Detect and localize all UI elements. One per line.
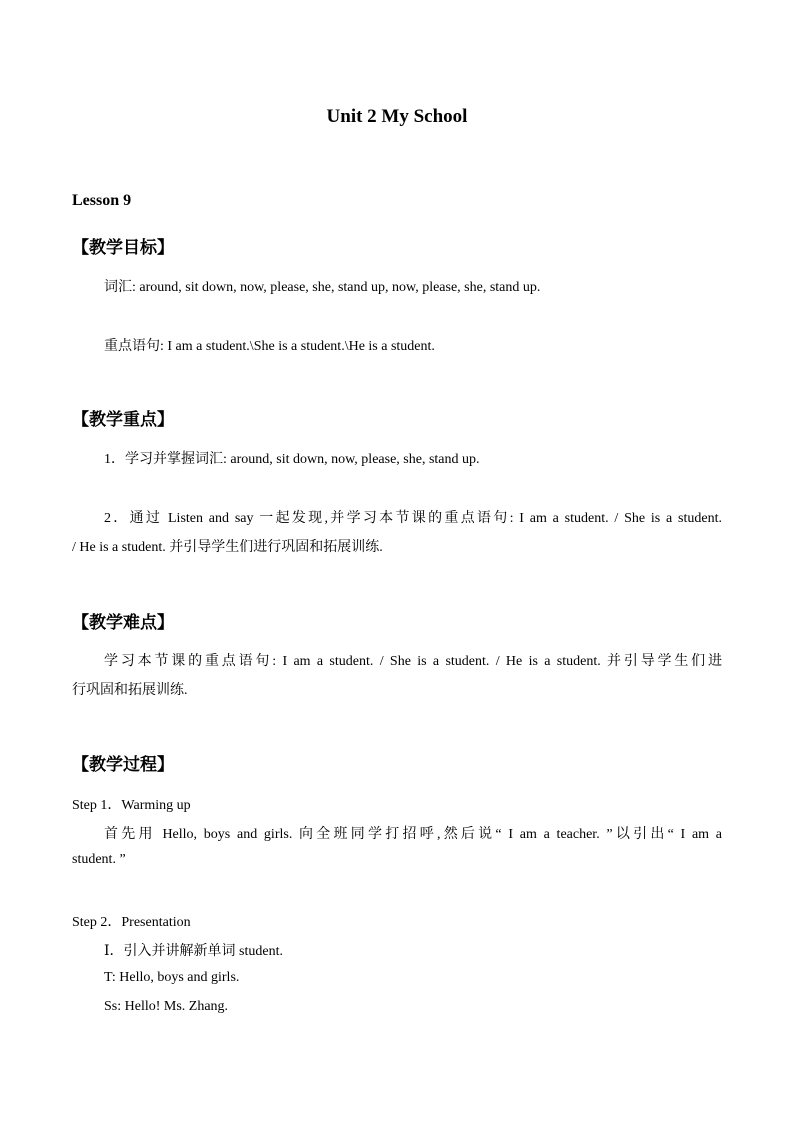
lesson-heading: Lesson 9 bbox=[72, 192, 132, 209]
step-2-item-1: Ⅰ．引入并讲解新单词 student. bbox=[104, 944, 283, 959]
page-title: Unit 2 My School bbox=[326, 106, 468, 127]
dialogue-line-students: Ss: Hello! Ms. Zhang. bbox=[104, 999, 229, 1014]
step-1-line-1: 首先用 Hello, boys and girls. 向全班同学打招呼,然后说“ I am a teacher. ”以引出“ I am a bbox=[104, 827, 722, 842]
section-heading-process: 【教学过程】 bbox=[72, 755, 174, 775]
difficulty-line-1: 学习本节课的重点语句: I am a student. / She is a student. / He is a student. 并引导学生们进 bbox=[104, 654, 722, 669]
section-heading-key-points: 【教学重点】 bbox=[72, 410, 174, 430]
key-point-item-1: 1．学习并掌握词汇: around, sit down, now, please, she, stand up. bbox=[104, 452, 480, 467]
key-sentences-line: 重点语句: I am a student.\She is a student.\He is a student. bbox=[104, 339, 435, 354]
key-point-item-2-line-1: 2．通过 Listen and say 一起发现,并学习本节课的重点语句: I am a student. / She is a student. bbox=[104, 511, 722, 526]
step-1-title: Step 1．Warming up bbox=[72, 798, 191, 813]
difficulty-line-2: 行巩固和拓展训练. bbox=[72, 683, 188, 698]
step-1-line-2: student. ” bbox=[72, 852, 126, 867]
dialogue-line-teacher: T: Hello, boys and girls. bbox=[104, 970, 240, 985]
key-point-item-2-line-2: / He is a student. 并引导学生们进行巩固和拓展训练. bbox=[72, 540, 383, 555]
section-heading-difficulties: 【教学难点】 bbox=[72, 613, 174, 633]
vocab-line: 词汇: around, sit down, now, please, she, stand up, now, please, she, stand up. bbox=[104, 280, 541, 295]
step-2-title: Step 2．Presentation bbox=[72, 915, 191, 930]
section-heading-objectives: 【教学目标】 bbox=[72, 238, 174, 258]
